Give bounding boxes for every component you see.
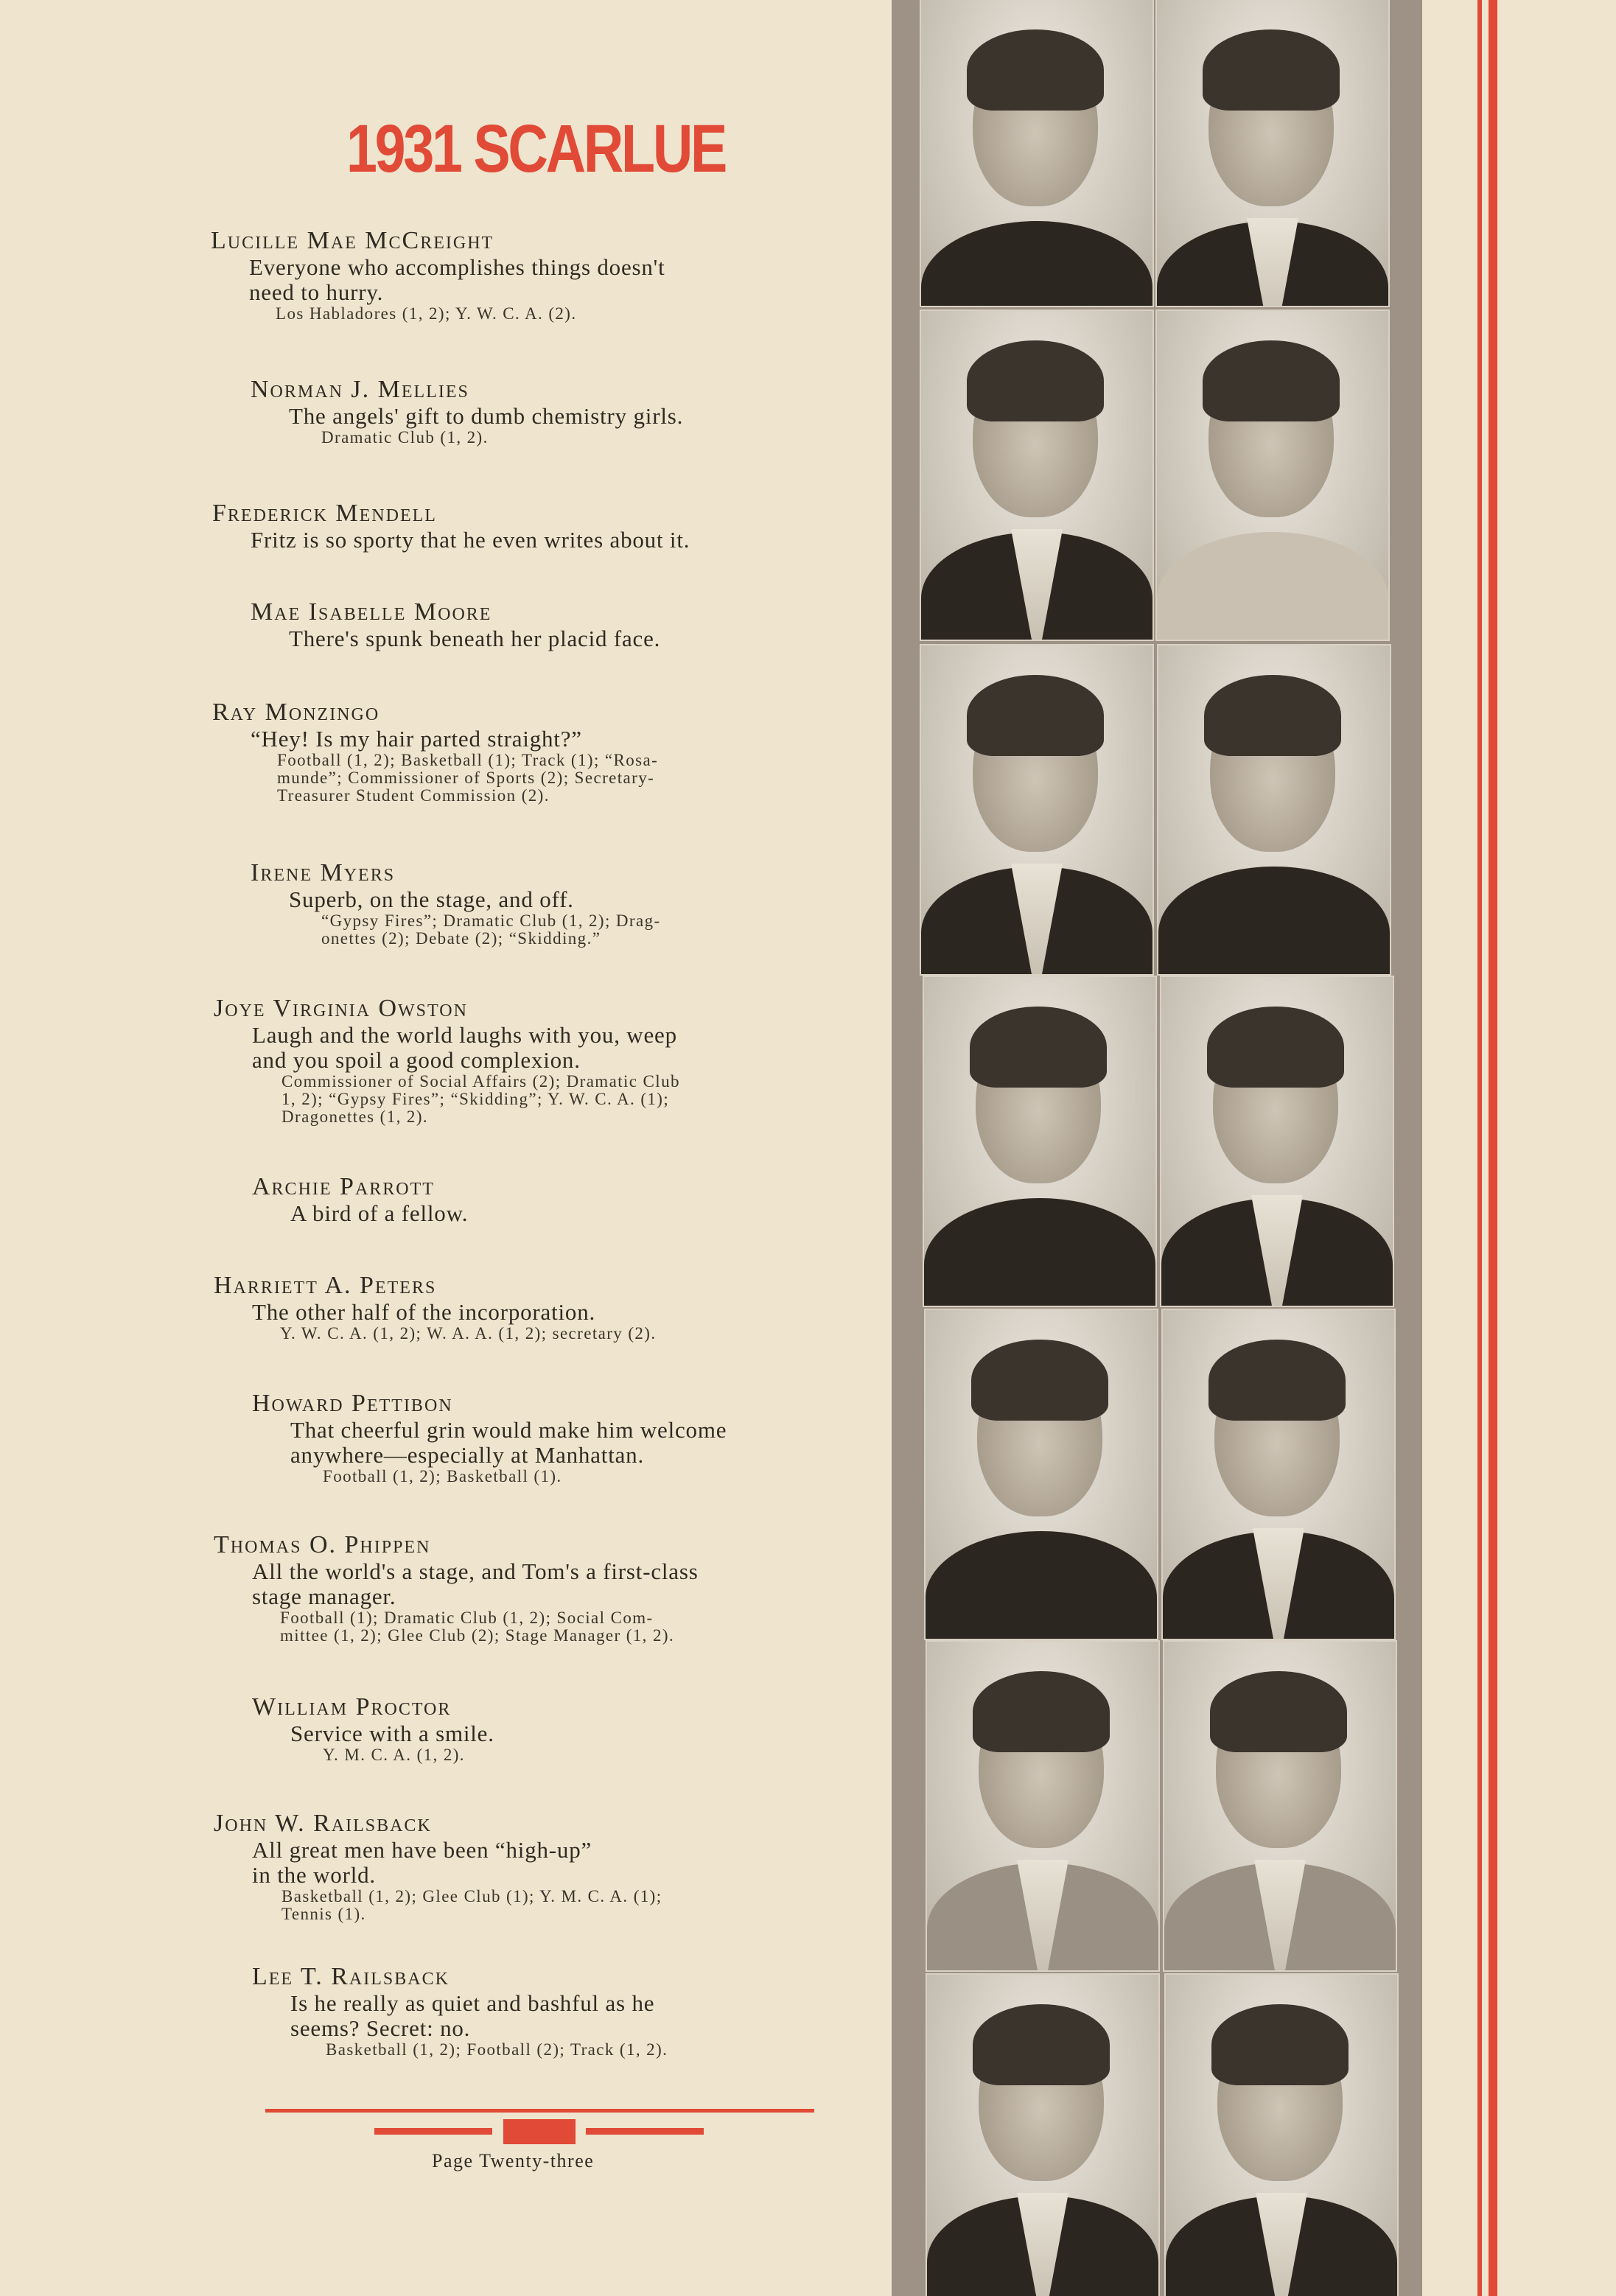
student-name: Ray Monzingo bbox=[212, 699, 380, 726]
student-activities: Commissioner of Social Affairs (2); Dramatic Club 1, 2); “Gypsy Fires”; “Skidding”; Y. W. C. A. (1); Dragonettes (1, 2). bbox=[281, 1072, 680, 1126]
student-activities: Y. M. C. A. (1, 2). bbox=[323, 1746, 465, 1764]
portrait-photo bbox=[1164, 1642, 1396, 1970]
student-quote: Service with a smile. bbox=[290, 1721, 494, 1746]
student-quote: All the world's a stage, and Tom's a first-class stage manager. bbox=[252, 1558, 699, 1609]
entry-monzingo bbox=[212, 699, 875, 805]
portrait-photo bbox=[921, 0, 1152, 306]
portrait-photo bbox=[1163, 1310, 1394, 1639]
page-title: 1931 SCARLUE bbox=[346, 111, 726, 186]
student-name: Harriett A. Peters bbox=[214, 1272, 437, 1299]
entry-lee-railsback bbox=[252, 1963, 915, 2059]
entry-myers bbox=[251, 859, 914, 948]
student-quote: Superb, on the stage, and off. bbox=[289, 886, 574, 912]
portrait-photo bbox=[1161, 977, 1393, 1306]
student-name: Mae Isabelle Moore bbox=[251, 598, 492, 626]
student-name: Frederick Mendell bbox=[212, 500, 437, 527]
portrait-photo bbox=[1157, 311, 1388, 640]
student-activities: Football (1, 2); Basketball (1); Track (1); “Rosa- munde”; Commissioner of Sports (2); Secretary- Treasurer Student Commission (2). bbox=[277, 751, 659, 805]
student-quote: Laugh and the world laughs with you, weep and you spoil a good complexion. bbox=[252, 1022, 677, 1073]
student-quote: That cheerful grin would make him welcome anywhere—especially at Manhattan. bbox=[290, 1417, 727, 1468]
strip-border bbox=[1407, 0, 1422, 2296]
red-rule-thick bbox=[1489, 0, 1497, 2296]
red-rule-thin bbox=[1477, 0, 1482, 2296]
student-activities: Basketball (1, 2); Football (2); Track (1, 2). bbox=[326, 2040, 668, 2059]
student-name: William Proctor bbox=[252, 1693, 452, 1721]
entry-moore bbox=[251, 598, 914, 651]
entry-phippen bbox=[214, 1531, 877, 1645]
portrait-photo bbox=[1158, 645, 1390, 974]
student-activities: Dramatic Club (1, 2). bbox=[321, 428, 489, 447]
student-name: Irene Myers bbox=[251, 859, 396, 886]
student-activities: “Gypsy Fires”; Dramatic Club (1, 2); Drag- onettes (2); Debate (2); “Skidding.” bbox=[321, 911, 661, 948]
student-activities: Los Habladores (1, 2); Y. W. C. A. (2). bbox=[276, 304, 577, 323]
entry-mendell bbox=[212, 500, 875, 553]
student-name: Archie Parrott bbox=[252, 1173, 435, 1200]
student-name: Thomas O. Phippen bbox=[214, 1531, 431, 1558]
portrait-photo bbox=[1157, 0, 1388, 306]
student-activities: Y. W. C. A. (1, 2); W. A. A. (1, 2); secretary (2). bbox=[280, 1324, 657, 1343]
portrait-photo bbox=[927, 1975, 1158, 2296]
entry-pettibon bbox=[252, 1390, 915, 1485]
portrait-photo bbox=[926, 1310, 1157, 1639]
student-activities: Basketball (1, 2); Glee Club (1); Y. M. C. A. (1); Tennis (1). bbox=[281, 1887, 662, 1923]
footer-ornament-right bbox=[586, 2128, 704, 2135]
student-name: John W. Railsback bbox=[214, 1810, 432, 1837]
footer-rule bbox=[265, 2109, 814, 2113]
student-name: Joye Virginia Owston bbox=[214, 995, 468, 1022]
student-name: Lucille Mae McCreight bbox=[211, 227, 494, 254]
entry-parrott bbox=[252, 1173, 915, 1226]
entry-mellies bbox=[251, 376, 914, 447]
footer-ornament-center bbox=[503, 2119, 576, 2144]
portrait-photo bbox=[927, 1642, 1158, 1970]
student-name: Lee T. Railsback bbox=[252, 1963, 450, 1990]
entry-mccreight bbox=[211, 227, 874, 323]
student-name: Norman J. Mellies bbox=[251, 376, 469, 403]
student-activities: Football (1); Dramatic Club (1, 2); Social Com- mittee (1, 2); Glee Club (2); Stage Manager (1, 2). bbox=[280, 1609, 675, 1645]
student-quote: “Hey! Is my hair parted straight?” bbox=[251, 726, 582, 752]
footer-ornament-left bbox=[374, 2128, 492, 2135]
entry-proctor bbox=[252, 1693, 915, 1764]
student-quote: Everyone who accomplishes things doesn't need to hurry. bbox=[249, 254, 665, 305]
student-quote: Fritz is so sporty that he even writes about it. bbox=[251, 527, 690, 553]
portrait-photo bbox=[921, 311, 1152, 640]
student-quote: All great men have been “high-up” in the world. bbox=[252, 1837, 592, 1888]
page-number: Page Twenty-three bbox=[432, 2150, 595, 2171]
portrait-photo bbox=[921, 645, 1152, 974]
student-quote: The angels' gift to dumb chemistry girls. bbox=[289, 403, 684, 429]
entry-owston bbox=[214, 995, 877, 1126]
student-quote: A bird of a fellow. bbox=[290, 1200, 469, 1226]
entry-john-railsback bbox=[214, 1810, 877, 1923]
portrait-photo bbox=[1166, 1975, 1397, 2296]
student-quote: There's spunk beneath her placid face. bbox=[289, 626, 661, 651]
entry-peters bbox=[214, 1272, 877, 1343]
student-name: Howard Pettibon bbox=[252, 1390, 453, 1417]
student-activities: Football (1, 2); Basketball (1). bbox=[323, 1467, 562, 1485]
student-quote: Is he really as quiet and bashful as he seems? Secret: no. bbox=[290, 1990, 655, 2041]
portrait-photo bbox=[924, 977, 1155, 1306]
student-quote: The other half of the incorporation. bbox=[252, 1299, 596, 1325]
